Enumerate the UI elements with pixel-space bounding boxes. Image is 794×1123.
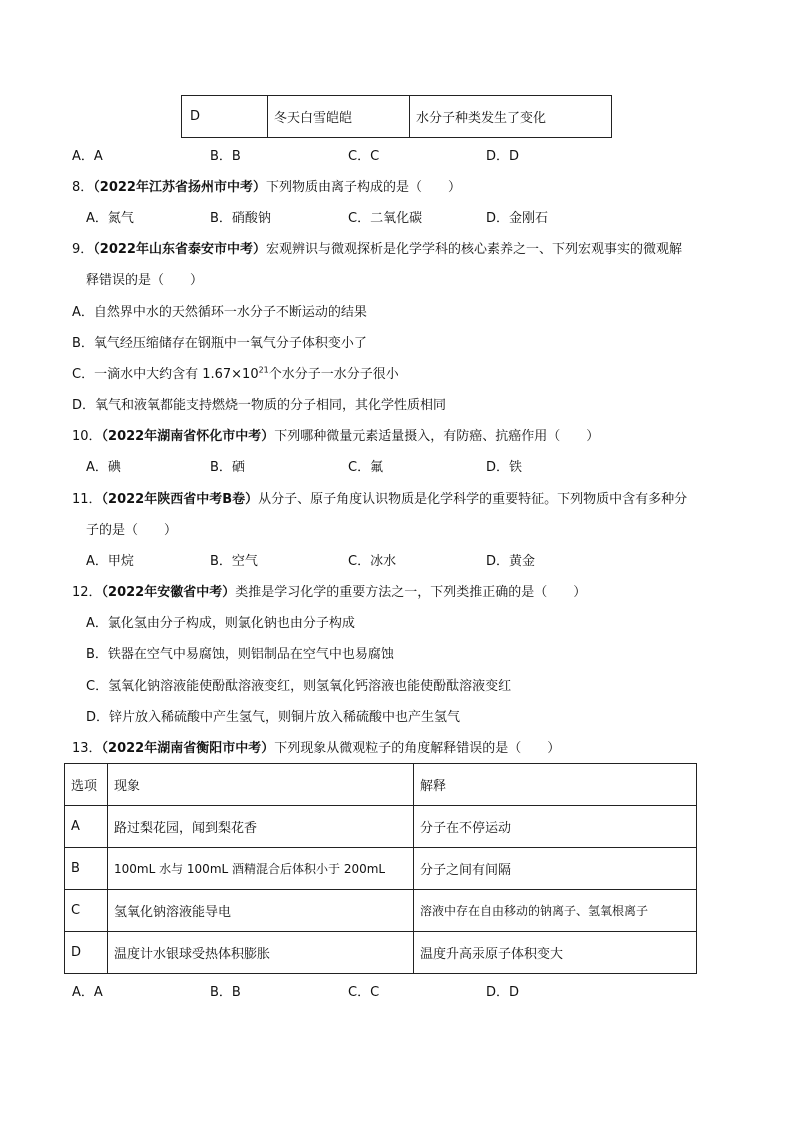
- question-11-text-cont: 子的是（ ）: [86, 523, 178, 538]
- table-row: [65, 806, 697, 848]
- table-header-row: [65, 764, 697, 806]
- question-13-source: （2022年湖南省衡阳市中考）: [101, 741, 275, 756]
- question-9-stem: [72, 238, 682, 257]
- row-a-explanation: 分子在不停运动: [414, 806, 697, 848]
- q7-option-d[interactable]: D．D: [486, 149, 520, 164]
- question-13-number: 13．: [72, 741, 102, 756]
- q11-option-c[interactable]: C．冰水: [348, 554, 397, 569]
- table-row: [65, 890, 697, 932]
- row-c-phenomenon: 氢氧化钠溶液能导电: [108, 890, 414, 932]
- question-12-number: 12．: [72, 585, 102, 600]
- q7-table-fragment: [181, 95, 612, 138]
- q12-option-b[interactable]: B．铁器在空气中易腐蚀，则铝制品在空气中也易腐蚀: [86, 647, 394, 662]
- q12-option-a[interactable]: A．氯化氢由分子构成，则氯化钠也由分子构成: [86, 616, 355, 631]
- q8-option-d[interactable]: D．金刚石: [486, 211, 549, 226]
- question-13-text: 下列现象从微观粒子的角度解释错误的是（ ）: [274, 741, 561, 756]
- question-9-text: 宏观辨识与微观探析是化学学科的核心素养之一、下列宏观事实的微观解: [265, 242, 682, 257]
- q9-option-c-pre: C．一滴水中大约含有 1.67×10: [72, 367, 259, 382]
- table-row: [65, 848, 697, 890]
- q10-option-b[interactable]: B．硒: [210, 460, 245, 475]
- q11-option-a[interactable]: A．甲烷: [86, 554, 134, 569]
- q9-option-c[interactable]: [72, 363, 399, 382]
- q10-option-a[interactable]: A．碘: [86, 460, 121, 475]
- row-d-phenomenon: 温度计水银球受热体积膨胀: [108, 932, 414, 974]
- header-phenomenon: 现象: [108, 764, 414, 806]
- header-option: 选项: [65, 764, 108, 806]
- question-11-number: 11．: [72, 492, 102, 507]
- question-12-stem: [72, 581, 586, 600]
- row-d-explanation: 温度升高汞原子体积变大: [414, 932, 697, 974]
- q11-option-d[interactable]: D．黄金: [486, 554, 536, 569]
- row-a-label: A: [65, 806, 108, 848]
- question-10-number: 10．: [72, 429, 102, 444]
- header-explanation: 解释: [414, 764, 697, 806]
- question-12-text: 类推是学习化学的重要方法之一，下列类推正确的是（ ）: [235, 585, 587, 600]
- row-b-phenomenon: 100mL 水与 100mL 酒精混合后体积小于 200mL: [108, 848, 414, 890]
- row-c-label: C: [65, 890, 108, 932]
- q7-row-explanation: 水分子种类发生了变化: [410, 96, 612, 138]
- q7-option-a[interactable]: A．A: [72, 149, 103, 164]
- q9-option-c-post: 个水分子一水分子很小: [268, 367, 399, 382]
- question-8-text: 下列物质由离子构成的是（ ）: [265, 180, 461, 195]
- q7-row-phenomenon: 冬天白雪皑皑: [268, 96, 410, 138]
- question-8-source: （2022年江苏省扬州市中考）: [93, 180, 266, 195]
- question-11-stem: [72, 488, 687, 507]
- q8-option-a[interactable]: A．氮气: [86, 211, 134, 226]
- q8-option-b[interactable]: B．硝酸钠: [210, 211, 271, 226]
- question-9-text-cont: 释错误的是（ ）: [86, 273, 204, 288]
- q13-option-c[interactable]: C．C: [348, 985, 380, 1000]
- q9-option-c-exponent: 21: [258, 365, 269, 375]
- question-9-number: 9．: [72, 242, 94, 257]
- question-13-stem: [72, 737, 560, 756]
- q12-option-c[interactable]: C．氢氧化钠溶液能使酚酞溶液变红，则氢氧化钙溶液也能使酚酞溶液变红: [86, 679, 512, 694]
- q13-table: [64, 763, 697, 974]
- q8-option-c[interactable]: C．二氧化碳: [348, 211, 423, 226]
- q7-row-label: D: [182, 96, 268, 138]
- q13-option-a[interactable]: A．A: [72, 985, 103, 1000]
- q7-option-b[interactable]: B．B: [210, 149, 241, 164]
- q9-option-b[interactable]: B．氧气经压缩储存在钢瓶中一氧气分子体积变小了: [72, 336, 367, 351]
- row-d-label: D: [65, 932, 108, 974]
- q13-option-b[interactable]: B．B: [210, 985, 241, 1000]
- q10-option-c[interactable]: C．氟: [348, 460, 384, 475]
- question-10-source: （2022年湖南省怀化市中考）: [101, 429, 275, 444]
- q11-option-b[interactable]: B．空气: [210, 554, 258, 569]
- row-a-phenomenon: 路过梨花园，闻到梨花香: [108, 806, 414, 848]
- q12-option-d[interactable]: D．锌片放入稀硫酸中产生氢气，则铜片放入稀硫酸中也产生氢气: [86, 710, 461, 725]
- row-c-explanation: 溶液中存在自由移动的钠离子、氢氧根离子: [414, 890, 697, 932]
- question-12-source: （2022年安徽省中考）: [101, 585, 236, 600]
- q7-option-c[interactable]: C．C: [348, 149, 380, 164]
- question-10-stem: [72, 425, 599, 444]
- question-10-text: 下列哪种微量元素适量摄入，有防癌、抗癌作用（ ）: [274, 429, 600, 444]
- q9-option-a[interactable]: A．自然界中水的天然循环一水分子不断运动的结果: [72, 305, 367, 320]
- question-9-source: （2022年山东省泰安市中考）: [93, 242, 266, 257]
- question-8-number: 8．: [72, 180, 94, 195]
- question-11-text: 从分子、原子角度认识物质是化学科学的重要特征。下列物质中含有多种分: [258, 492, 688, 507]
- q9-option-d[interactable]: D．氧气和液氧都能支持燃烧一物质的分子相同，其化学性质相同: [72, 398, 447, 413]
- row-b-label: B: [65, 848, 108, 890]
- q13-option-d[interactable]: D．D: [486, 985, 520, 1000]
- q10-option-d[interactable]: D．铁: [486, 460, 523, 475]
- table-row: [65, 932, 697, 974]
- row-b-explanation: 分子之间有间隔: [414, 848, 697, 890]
- question-11-source: （2022年陕西省中考B卷）: [101, 492, 259, 507]
- question-8-stem: [72, 176, 461, 195]
